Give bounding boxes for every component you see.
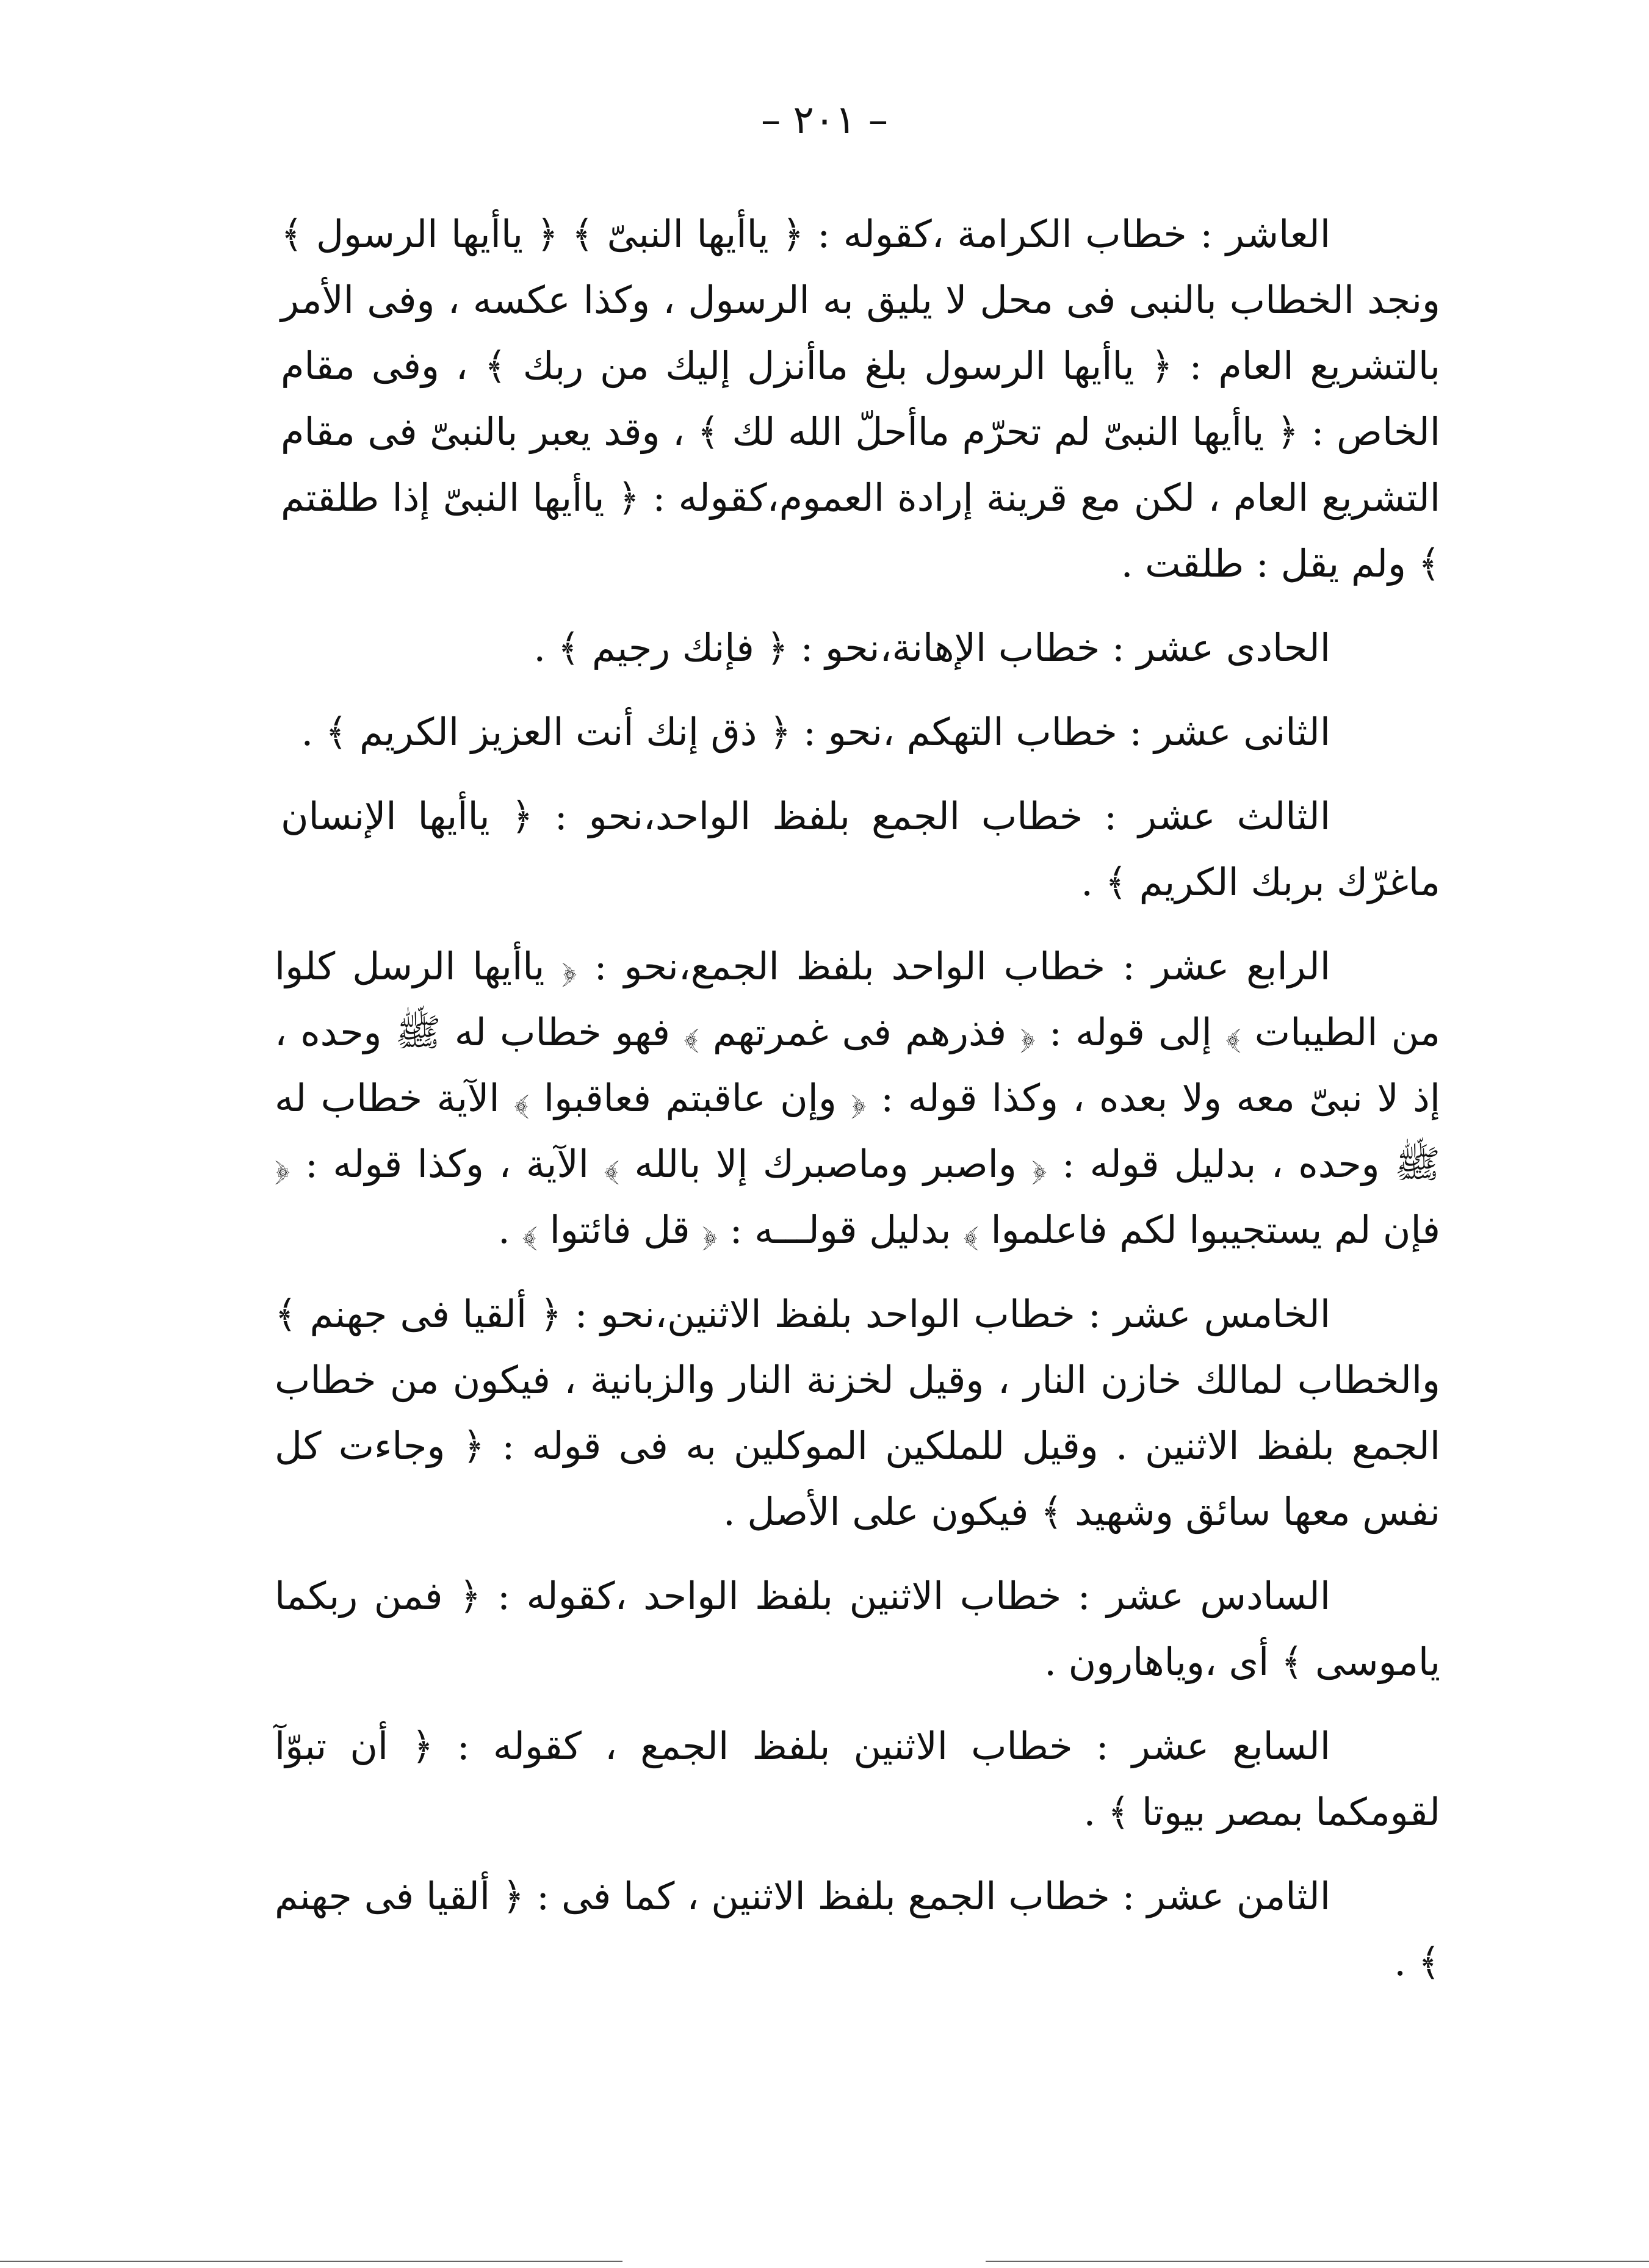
paragraph-eleventh: الحادى عشر : خطاب الإهانة،نحو : ﴿ فإنك رجيم ﴾ . [533,625,1330,670]
paragraph-thirteenth: الثالث عشر : خطاب الجمع بلفظ الواحد،نحو : ﴿ ياأيها الإنسان ماغرّك بربك الكريم ﴾ . [281,794,1440,904]
bottom-rule-right [986,2261,1649,2262]
paragraph-eighteenth: الثامن عشر : خطاب الجمع بلفظ الاثنين ، كما فى : ﴿ ألقيا فى جهنم ﴾ . [275,1874,1440,1984]
paragraph-twelfth: الثانى عشر : خطاب التهكم ،نحو : ﴿ ذق إنك أنت العزيز الكريم ﴾ . [301,710,1330,754]
paragraph-fifteenth: الخامس عشر : خطاب الواحد بلفظ الاثنين،نحو : ﴿ ألقيا فى جهنم ﴾ والخطاب لمالك خازن النار ، وقيل لخزنة النار والزبانية ، فيكون من خطاب الجمع بلفظ الاثنين . وقيل للملكين الموكلين به فى قوله : ﴿ وجاءت كل نفس معها سائق وشهيد ﴾ فيكون على الأصل . [275,1292,1440,1534]
bottom-rule-left [0,2261,622,2262]
paragraph-fourteenth: الرابع عشر : خطاب الواحد بلفظ الجمع،نحو : ﴿ ياأيها الرسل كلوا من الطيبات ﴾ إلى قوله : ﴿ فذرهم فى غمرتهم ﴾ فهو خطاب له ﷺ وحده ، إذ لا نبىّ معه ولا بعده ، وكذا قوله : ﴿ وإن عاقبتم فعاقبوا ﴾ الآية خطاب له ﷺ وحده ، بدليل قوله : ﴿ واصبر وماصبرك إلا بالله ﴾ الآية ، وكذا قوله : ﴿ فإن لم يستجيبوا لكم فاعلموا ﴾ بدليل قولـــه : ﴿ قل فائتوا ﴾ . [275,944,1440,1252]
page-number: – ٢٠١ – [761,98,888,143]
paragraph-sixteenth: السادس عشر : خطاب الاثنين بلفظ الواحد ،كقوله : ﴿ فمن ربكما ياموسى ﴾ أى ،وياهارون . [275,1574,1440,1684]
paragraph-seventeenth: السابع عشر : خطاب الاثنين بلفظ الجمع ، كقوله : ﴿ أن تبوّآ لقومكما بمصر بيوتا ﴾ . [275,1724,1440,1834]
paragraph-tenth: العاشر : خطاب الكرامة ،كقوله : ﴿ ياأيها النبىّ ﴾ ﴿ ياأيها الرسول ﴾ ونجد الخطاب بالنبى فى محل لا يليق به الرسول ، وكذا عكسه ، وفى الأمر بالتشريع العام : ﴿ ياأيها الرسول بلغ ماأنزل إليك من ربك ﴾ ، وفى مقام الخاص : ﴿ ياأيها النبىّ لم تحرّم ماأحلّ الله لك ﴾ ، وقد يعبر بالنبىّ فى مقام التشريع العام ، لكن مع قرينة إرادة العموم،كقوله : ﴿ ياأيها النبىّ إذا طلقتم ﴾ ولم يقل : طلقت . [281,212,1440,586]
page-body [275,201,1440,2014]
